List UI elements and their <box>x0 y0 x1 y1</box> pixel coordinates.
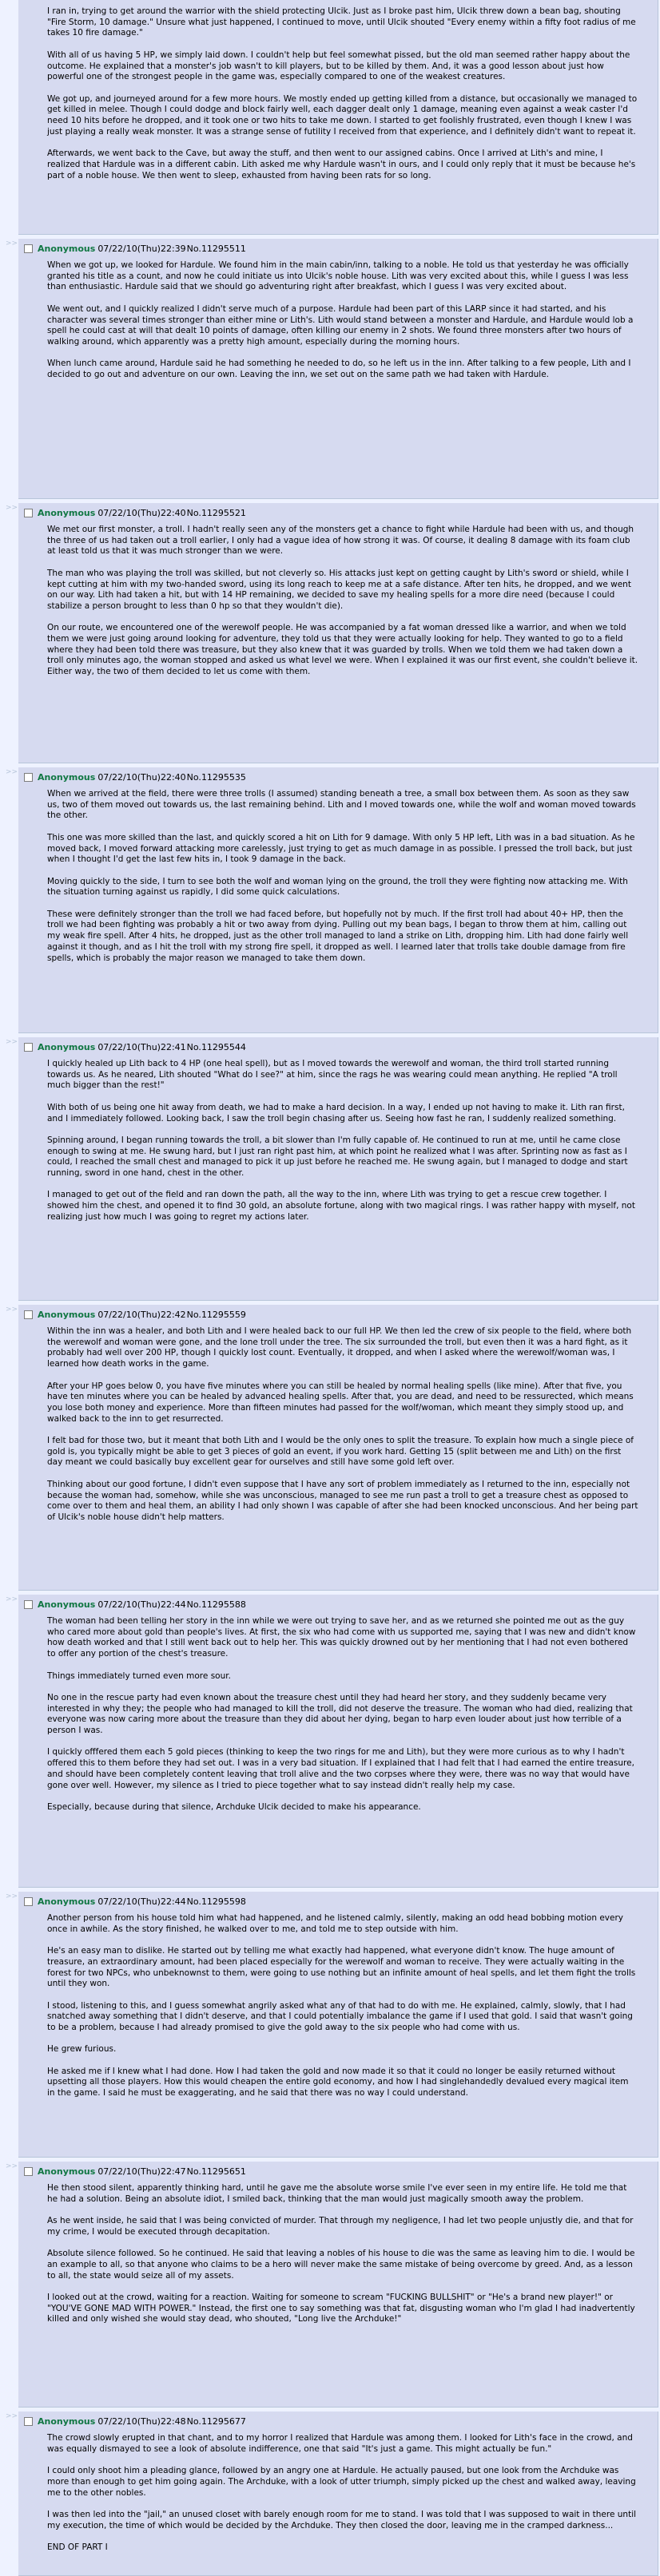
post-container <box>0 767 660 1033</box>
post-paragraph: With both of us being one hit away from death, we had to make a hard decision. In a way, I ended up not having to make it. Lith ran first, and I immediately followed. Looking back, I saw the troll begin chasing after us. Seeing how fast he ran, I suddenly realized something. <box>47 1102 625 1124</box>
post-paragraph: Absolute silence followed. So he continued. He said that leaving a nobles of his house to die was the same as leaving him to die. I would be an example to all, so that anyone who claims to be a hero will never make the same mistake of being overcome by greed. And, as a lesson to all, the state would seize all of my assets. <box>47 2249 635 2281</box>
reply-post <box>18 2412 658 2576</box>
post-no-label[interactable]: No. <box>186 1310 201 1320</box>
post-paragraph: We met our first monster, a troll. I hadn't really seen any of the monsters get a chance to fight while Hardule had been with us, and though the three of us had taken out a troll earlier, I only had a vague idea of how strong it was. Of course, it dealing 8 damage with its foam club at least told us that it was much stronger than we were. <box>47 525 634 557</box>
post-no-label[interactable]: No. <box>186 244 201 254</box>
post-no-label[interactable]: No. <box>186 1042 201 1052</box>
poster-name: Anonymous <box>38 1599 96 1610</box>
post-container <box>0 1892 660 2158</box>
post-no-label[interactable]: No. <box>186 772 201 783</box>
post-container <box>0 2412 660 2576</box>
post-number[interactable]: 11295511 <box>201 244 246 254</box>
side-arrows: >> <box>6 1892 18 1900</box>
post-checkbox[interactable] <box>24 244 33 253</box>
post-container <box>0 0 660 235</box>
post-paragraph: I stood, listening to this, and I guess somewhat angrily asked what any of that had to do with me. He explained, calmly, slowly, that I had snatched away something that I didn't deserve, and that I could potentially imbalance the game if I used that gold. I said that wasn't going to be a problem, because I had already promised to give the gold away to the six people who had come with us. <box>47 2000 633 2032</box>
post-paragraph: Things immediately turned even more sour. <box>47 1670 231 1681</box>
reply-post <box>18 1037 658 1301</box>
post-paragraph: He's an easy man to dislike. He started out by telling me what exactly had happened, what everyone didn't know. The huge amount of treasure, an extraordinary amount, had been placed especially for the werewolf and woman to receive. They were actually waiting in the forest for two NPCs, who unbeknownst to them, were going to use nothing but an infinite amount of heal spells, and let them fight the trolls until they won. <box>47 1946 636 1989</box>
post-number[interactable]: 11295535 <box>201 772 246 783</box>
post-paragraph: Spinning around, I began running towards the troll, a bit slower than I'm fully capable of. He continued to run at me, until he came close enough to swing at me. He swung hard, but I just ran right past him, at which point he realized what I was after. Sprinting now as fast as I could, I reached the small chest and managed to pick it up just before he reached me. He swung again, but I managed to dodge and start running, sword in one hand, chest in the other. <box>47 1135 628 1178</box>
post-container <box>0 239 660 499</box>
post-paragraph: This one was more skilled than the last, and quickly scored a hit on Lith for 9 damage. With only 5 HP left, Lith was in a bad situation. As he moved back, I moved forward attacking more carelessly, just trying to get as much damage in as possible. I pressed the troll back, but just when I thought I'd get the last few hits in, I took 9 damage in the back. <box>47 832 635 865</box>
poster-name: Anonymous <box>38 1310 96 1320</box>
post-paragraph: Moving quickly to the side, I turn to see both the wolf and woman lying on the ground, the troll they were fighting now attacking me. With the situation turning against us rapidly, I did some quick calculations. <box>47 876 628 898</box>
post-no-label[interactable]: No. <box>186 1896 201 1907</box>
post-container <box>0 1305 660 1591</box>
post-paragraph: When we arrived at the field, there were three trolls (I assumed) standing beneath a tree, a small box between them. As soon as they saw us, two of them moved out towards us, the last remaining behind. Lith and I moved towards one, while the wolf and woman moved towards the other. <box>47 789 636 821</box>
post-paragraph: I ran in, trying to get around the warrior with the shield protecting Ulcik. Just as I broke past him, Ulcik threw down a bean bag, shouting "Fire Storm, 10 damage." Unsure what just happened, I continued to move, until Ulcik shouted "Every enemy within a fifty foot radius of me takes 10 fire damage." <box>47 6 636 38</box>
poster-name: Anonymous <box>38 2166 96 2177</box>
post-number[interactable]: 11295521 <box>201 508 246 518</box>
reply-post <box>18 503 658 763</box>
post-paragraph: I quickly offfered them each 5 gold pieces (thinking to keep the two rings for me and Lith), but they were more curious as to why I hadn't offered this to them before they had set out. I was in a very bad situation. If I explained that I had felt that I had earned the entire treasure, and should have been completely content leaving that troll alive and the two corpses where they were, there was no way that would have gone over well. However, my silence as I tried to piece together what to say instead didn't really help my case. <box>47 1747 634 1790</box>
post-paragraph: I could only shoot him a pleading glance, followed by an angry one at Hardule. He actually paused, but one look from the Archduke was more than enough to get him going again. The Archduke, with a look of utter triumph, simply picked up the chest and walked away, leaving me to the other nobles. <box>47 2466 636 2498</box>
post-message <box>47 789 638 964</box>
post-date: 07/22/10(Thu)22:48 <box>97 2416 186 2427</box>
poster-name: Anonymous <box>38 772 96 783</box>
post-paragraph: As he went inside, he said that I was being convicted of murder. That through my negligence, I had let two people unjustly die, and that for my crime, I would be executed through decapitation. <box>47 2216 634 2237</box>
post-paragraph: Especially, because during that silence, Archduke Ulcik decided to make his appearance. <box>47 1801 421 1812</box>
post-paragraph: The woman had been telling her story in the inn while we were out trying to save her, and as we returned she pointed me out as the guy who cared more about gold than people's lives. At first, the six who had come with us supported me, saying that I was new and didn't know how death worked and that I still went back out to help her. This was quickly drowned out by her mentioning that I had not even bothered to offer any portion of the chest's treasure. <box>47 1616 636 1659</box>
post-paragraph: These were definitely stronger than the troll we had faced before, but hopefully not by much. If the first troll had about 40+ HP, then the troll we had been fighting was probably a hit or two away from dying. Pulling out my bean bags, I began to throw them at him, calling out my weak fire spell. After 4 hits, he dropped, just as the other troll managed to land a strike on Lith, dropping him. Lith had done fairly well against it though, and as I hit the troll with my strong fire spell, it dropped as well. I learned later that trolls take double damage from fire spells, which is probably the major reason we managed to take them down. <box>47 909 629 963</box>
post-date: 07/22/10(Thu)22:40 <box>97 772 186 783</box>
poster-name: Anonymous <box>38 244 96 254</box>
post-paragraph: We went out, and I quickly realized I didn't serve much of a purpose. Hardule had been part of this LARP since it had started, and his character was several times stronger than either mine or Lith's. Lith would stand between a monster and Hardule, and Hardule would lob a spell he could cast at will that dealt 10 points of damage, often killing our enemy in 2 shots. We found three monsters after two hours of walking around, which apparently was a pretty high amount, especially during the morning hours. <box>47 303 634 347</box>
post-paragraph: Thinking about our good fortune, I didn't even suppose that I have any sort of problem immediately as I returned to the inn, especially not because the woman had, somehow, while she was unconscious, managed to see me run past a troll to get a treasure chest as opposed to come over to them and heal them, an ability I had only shown I was capable of after she had been knocked unconscious. And her being part of Ulcik's noble house didn't help matters. <box>47 1479 638 1522</box>
post-date: 07/22/10(Thu)22:47 <box>97 2166 186 2177</box>
post-message <box>47 1616 638 1813</box>
post-container <box>0 2162 660 2408</box>
poster-name: Anonymous <box>38 2416 96 2427</box>
post-no-label[interactable]: No. <box>186 1599 201 1610</box>
post-paragraph: He asked me if I knew what I had done. How I had taken the gold and now made it so that it could no longer be easily returned without upsetting all those players. How this would cheapen the entire gold economy, and how I had singlehandedly devalued every magical item in the game. I said he must be exaggerating, and he said that there was no way I could understand. <box>47 2066 629 2098</box>
post-date: 07/22/10(Thu)22:44 <box>97 1599 186 1610</box>
post-message <box>47 1913 638 2099</box>
reply-post <box>18 767 658 1033</box>
post-no-label[interactable]: No. <box>186 2416 201 2427</box>
side-arrows: >> <box>6 240 18 248</box>
side-arrows: >> <box>6 768 18 776</box>
reply-post <box>18 239 658 499</box>
post-paragraph: I looked out at the crowd, waiting for a reaction. Waiting for someone to scream "FUCKING BULLSHIT" or "He's a brand new player!" or "YOU'VE GONE MAD WITH POWER." Instead, the first one to say something was that fat, disgusting woman who I'm glad I had inadvertently killed and only wished she would stay dead, who shouted, "Long live the Archduke!" <box>47 2292 635 2324</box>
post-checkbox[interactable] <box>24 1043 33 1052</box>
post-info <box>24 508 246 519</box>
post-paragraph: I felt bad for those two, but it meant that both Lith and I would be the only ones to split the treasure. To explain how much a single piece of gold is, you typically might be able to get 3 pieces of gold an event, if you work hard. Getting 15 (split between me and Lith) on the first day meant we could basically buy excellent gear for ourselves and still have some gold left over. <box>47 1436 634 1468</box>
reply-post <box>18 2162 658 2408</box>
post-no-label[interactable]: No. <box>186 2166 201 2177</box>
post-message <box>47 6 638 181</box>
poster-name: Anonymous <box>38 1896 96 1907</box>
post-info <box>24 1599 246 1611</box>
post-paragraph: I was then led into the "jail," an unused closet with barely enough room for me to stand. I was told that I was supposed to wait in there until my execution, the time of which would be decided by the Archduke. They then closed the door, leaving me in the cramped darkness... <box>47 2509 637 2530</box>
post-paragraph: When lunch came around, Hardule said he had something he needed to do, so he left us in the inn. After talking to a few people, Lith and I decided to go out and adventure on our own. Leaving the inn, we set out on the same path we had taken with Hardule. <box>47 359 631 379</box>
post-message <box>47 2183 638 2325</box>
post-paragraph: Within the inn was a healer, and both Lith and I were healed back to our full HP. We then led the crew of six people to the field, where both the werewolf and woman were gone, and the lone troll under the tree. The six surrounded the troll, but even then it was a hard fight, as it probably had well over 200 HP, though I quickly lost count. Eventually, it dropped, and when I asked where the werewolf/woman was, I learned how death works in the game. <box>47 1326 632 1369</box>
post-container <box>0 1595 660 1888</box>
poster-name: Anonymous <box>38 1042 96 1052</box>
post-paragraph: The man who was playing the troll was skilled, but not cleverly so. His attacks just kept on getting caught by Lith's sword or shield, while I kept cutting at him with my two-handed sword, using its long reach to keep me at a safe distance. After ten hits, he dropped, and we went on our way. Lith had taken a hit, but with 14 HP remaining, we decided to save my healing spells for a more dire need (because I could stabilize a person brought to less than 0 hp so that they wouldn't die). <box>47 568 631 611</box>
reply-post <box>18 1305 658 1591</box>
post-paragraph: Afterwards, we went back to the Cave, but away the stuff, and then went to our assigned cabins. Once I arrived at Lith's and mine, I realized that Hardule was in a different cabin. Lith asked me why Hardule wasn't in ours, and I could only reply that it must be because he's part of a noble house. We then went to sleep, exhausted from having been rats for so long. <box>47 149 636 180</box>
post-message <box>47 1326 638 1524</box>
post-paragraph: I quickly healed up Lith back to 4 HP (one heal spell), but as I moved towards the werewolf and woman, the third troll started running towards us. As he neared, Lith shouted "What do I see?" at him, since the rags he was wearing could mean anything. He replied "A troll much bigger than the rest!" <box>47 1059 618 1091</box>
post-number[interactable]: 11295588 <box>201 1599 246 1610</box>
post-date: 07/22/10(Thu)22:40 <box>97 508 186 518</box>
post-number[interactable]: 11295677 <box>201 2416 246 2427</box>
post-message <box>47 260 638 381</box>
post-paragraph: We got up, and journeyed around for a few more hours. We mostly ended up getting killed from a distance, but occasionally we managed to get killed in melee. Though I could dodge and block fairly well, each dagger dealt only 1 damage, meaning even against a weak caster I'd need 10 hits before he dropped, and it took one or two hits to take me down. I started to get foolishly frustrated, even though I knew I was just playing a really weak monster. It was a strange sense of futility I received from that experience, and I definitely didn't want to repeat it. <box>47 93 638 137</box>
post-paragraph: When we got up, we looked for Hardule. We found him in the main cabin/inn, talking to a noble. He told us that yesterday he was officially granted his title as a count, and now he could initiate us into Ulcik's noble house. Lith was very excited about this, while I guess I was less than enthusiastic. Hardule said that we should go adventuring right after breakfast, which I guess I was very excited about. <box>47 260 629 292</box>
post-paragraph: He grew furious. <box>47 2044 117 2055</box>
post-number[interactable]: 11295559 <box>201 1310 246 1320</box>
post-info <box>24 1896 246 1908</box>
post-date: 07/22/10(Thu)22:41 <box>97 1042 186 1052</box>
post-info <box>24 1042 246 1053</box>
post-paragraph: He then stood silent, apparently thinking hard, until he gave me the absolute worse smile I've ever seen in my entire life. He told me that he had a solution. Being an absolute idiot, I smiled back, thinking that the man would just magically smooth away the problem. <box>47 2183 627 2204</box>
post-checkbox[interactable] <box>24 1897 33 1906</box>
post-info <box>24 2416 246 2427</box>
post-checkbox[interactable] <box>24 509 33 517</box>
post-date: 07/22/10(Thu)22:39 <box>97 244 186 254</box>
reply-post <box>18 1892 658 2158</box>
post-paragraph: I managed to get out of the field and ran down the path, all the way to the inn, where Lith was trying to get a rescue crew together. I showed him the chest, and opened it to find 30 gold, an absolute fortune, along with two magical rings. I was rather happy with myself, not realizing just how much I was going to regret my actions later. <box>47 1190 635 1222</box>
side-arrows: >> <box>6 2162 18 2170</box>
post-number[interactable]: 11295598 <box>201 1896 246 1907</box>
post-message <box>47 525 638 678</box>
post-paragraph: After your HP goes below 0, you have five minutes where you can still be healed by normal healing spells (like mine). After that five, you have ten minutes where you can be healed by advanced healing spells. After that, you are dead, and need to be ressurected, which means you lose both money and experience. More than fifteen minutes had passed for the wolf/woman, which meant they simply stood up, and walked back to the inn to get resurrected. <box>47 1381 634 1424</box>
side-arrows: >> <box>6 504 18 512</box>
post-number[interactable]: 11295544 <box>201 1042 246 1052</box>
post-paragraph: END OF PART I <box>47 2542 108 2552</box>
post-info <box>24 2166 246 2178</box>
post-paragraph: On our route, we encountered one of the werewolf people. He was accompanied by a fat woman dressed like a warrior, and when we told them we were just going around looking for adventure, they told us that they were actually looking for help. They wanted to go to a field where they had been told there was treasure, but they also knew that it was guarded by trolls. When we told them we had taken down a troll only minutes ago, the woman stopped and asked us what level we were. When I explained it was our first event, she couldn't believe it. Either way, the two of them decided to let us come with them. <box>47 623 638 677</box>
post-container <box>0 503 660 763</box>
post-number[interactable]: 11295651 <box>201 2166 246 2177</box>
post-paragraph: Another person from his house told him what had happened, and he listened calmly, silently, making an odd head bobbing motion every once in awhile. As the story finished, he walked over to me, and told me to step outside with him. <box>47 1913 623 1934</box>
poster-name: Anonymous <box>38 508 96 518</box>
post-info <box>24 1310 246 1321</box>
post-no-label[interactable]: No. <box>186 508 201 518</box>
post-paragraph: The crowd slowly erupted in that chant, and to my horror I realized that Hardule was among them. I looked for Lith's face in the crowd, and was equally dismayed to see a look of absolute indifference, one that said "It's just a game. This might actually be fun." <box>47 2433 633 2454</box>
post-checkbox[interactable] <box>24 773 33 782</box>
side-arrows: >> <box>6 1038 18 1046</box>
post-container <box>0 1037 660 1301</box>
post-checkbox[interactable] <box>24 2167 33 2176</box>
reply-post <box>18 0 658 235</box>
post-checkbox[interactable] <box>24 1310 33 1319</box>
post-checkbox[interactable] <box>24 1600 33 1609</box>
post-paragraph: With all of us having 5 HP, we simply laid down. I couldn't help but feel somewhat pissed, but the old man seemed rather happy about the outcome. He explained that a monster's job wasn't to kill players, but to be killed by them. And, it was a good lesson about just how powerful one of the strongest people in the game was, especially compared to one of the weakest creatures. <box>47 50 630 82</box>
side-arrows: >> <box>6 1595 18 1603</box>
reply-post <box>18 1595 658 1888</box>
side-arrows: >> <box>6 1306 18 1314</box>
post-paragraph: No one in the rescue party had even known about the treasure chest until they had heard her story, and they suddenly became very interested in why they; the people who had managed to kill the troll, did not deserve the treasure. The woman who had died, realizing that everyone was now caring more about the treasure than they did about her dying, began to harp even louder about just how terrible of a person I was. <box>47 1692 633 1735</box>
post-checkbox[interactable] <box>24 2417 33 2426</box>
post-message <box>47 2433 638 2554</box>
post-info <box>24 772 246 783</box>
post-date: 07/22/10(Thu)22:44 <box>97 1896 186 1907</box>
post-date: 07/22/10(Thu)22:42 <box>97 1310 186 1320</box>
post-info <box>24 244 246 255</box>
side-arrows: >> <box>6 2412 18 2420</box>
post-message <box>47 1059 638 1223</box>
